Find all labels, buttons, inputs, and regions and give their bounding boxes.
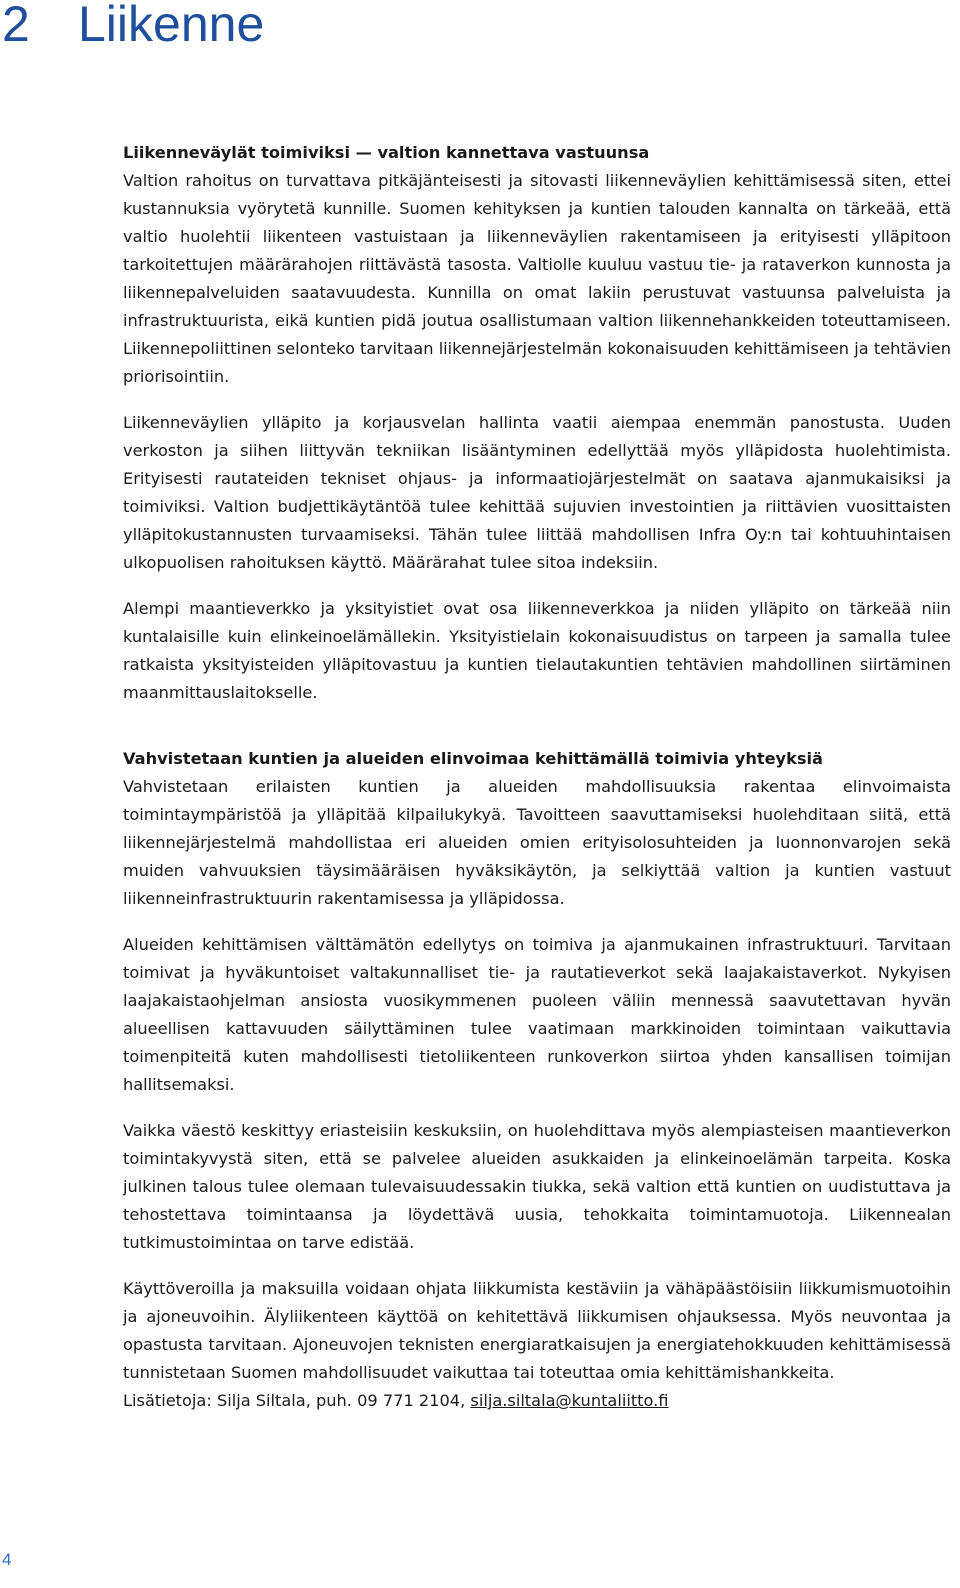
body-paragraph: Alempi maantieverkko ja yksityistiet ovat osa liikenneverkkoa ja niiden ylläpito on tärkeää niin kuntalaisille kuin elinkeinoelämällekin. Yksityistielain kokonaisuudistus on tarpeen ja samalla tulee ratkaista yksityisteiden ylläpitovastuu ja kuntien tielautakuntien tehtävien mahdollinen siirtäminen maanmittauslaitokselle. — [123, 599, 951, 702]
body-paragraph: Alueiden kehittämisen välttämätön edellytys on toimiva ja ajanmukainen infrastruktuuri. Tarvitaan toimivat ja hyväkuntoiset valtakunnalliset tie- ja rautatieverkot sekä laajakaistaverkot. Nykyisen laajakaistaohjelman ansiosta vuosikymmenen puoleen väliin mennessä saavutettavan hyvän alueellisen kattavuuden säilyttäminen tulee vaatimaan markkinoiden toimintaan vaikuttavia toimenpiteitä kuten mahdollisesti tietoliikenteen runkoverkon siirtoa yhden kansallisen toimijan hallitsemaksi. — [123, 935, 951, 1094]
contact-text: Lisätietoja: Silja Siltala, puh. 09 771 2104, — [123, 1391, 471, 1410]
body-paragraph: Valtion rahoitus on turvattava pitkäjänteisesti ja sitovasti liikenneväylien kehittämisessä siten, ettei kustannuksia vyörytetä kunnille. Suomen kehityksen ja kuntien talouden kannalta on tärkeää, että valtio huolehtii liikenteen vastuistaan ja liikenneväylien rakentamiseen ja erityisesti ylläpitoon tarkoitettujen määrärahojen riittävästä tasosta. Valtiolle kuuluu vastuu tie- ja rataverkon kunnosta ja liikennepalveluiden saatavuudesta. Kunnilla on omat lakiin perustuvat vastuunsa palveluista ja infrastruktuurista, eikä kuntien pidä joutua osallistumaan valtion liikennehankkeiden toteuttamiseen. Liikennepoliittinen selonteko tarvitaan liikennejärjestelmän kokonaisuuden kehittämiseen ja tehtävien priorisointiin. — [123, 171, 951, 386]
body-paragraph: Vahvistetaan erilaisten kuntien ja alueiden mahdollisuuksia rakentaa elinvoimaista toimintaympäristöä ja ylläpitää kilpailukykyä. Tavoitteen saavuttamiseksi huolehditaan siitä, että liikennejärjestelmä mahdollistaa eri alueiden omien erityisolosuhteiden ja luonnonvarojen sekä muiden vahvuuksien täysimääräisen hyväksikäytön, ja selkiyttää valtion ja kuntien vastuut liikenneinfrastruktuurin rakentamisessa ja ylläpidossa. — [123, 777, 951, 908]
body-paragraph: Käyttöveroilla ja maksuilla voidaan ohjata liikkumista kestäviin ja vähäpäästöisiin liikkumismuotoihin ja ajoneuvoihin. Älyliikenteen käyttöä on kehitettävä liikkumisen ohjauksessa. Myös neuvontaa ja opastusta tarvitaan. Ajoneuvojen teknisten energiaratkaisujen ja energiatehokkuuden kehittämisessä tunnistetaan Suomen mahdollisuudet vaikuttaa tai toteuttaa omia kehittämishankkeita. — [123, 1279, 951, 1382]
section-heading-elinvoima: Vahvistetaan kuntien ja alueiden elinvoimaa kehittämällä toimivia yhteyksiä — [123, 749, 823, 768]
contact-email-link[interactable]: silja.siltala@kuntaliitto.fi — [470, 1391, 669, 1410]
chapter-title — [2, 0, 264, 54]
body-paragraph: Liikenneväylien ylläpito ja korjausvelan hallinta vaatii aiempaa enemmän panostusta. Uuden verkoston ja siihen liittyvän tekniikan lisääntyminen edellyttää myös ylläpidosta huolehtimista. Erityisesti rautateiden tekniset ohjaus- ja informaatiojärjestelmät on saatava ajanmukaisiksi ja toimiviksi. Valtion budjettikäytäntöä tulee kehittää sujuvien investointien ja riittävien vuosittaisten ylläpitokustannusten turvaamiseksi. Tähän tulee liittää mahdollisen Infra Oy:n tai kohtuuhintaisen ulkopuolisen rahoituksen käyttö. Määrärahat tulee sitoa indeksiin. — [123, 413, 951, 572]
body-paragraph: Vaikka väestö keskittyy eriasteisiin keskuksiin, on huolehdittava myös alempiasteisen maantieverkon toimintakyvystä siten, että se palvelee alueiden asukkaiden ja elinkeinoelämän tarpeita. Koska julkinen talous tulee olemaan tulevaisuudessakin tiukka, sekä valtion että kuntien on uudistuttava ja tehostettava toimintaansa ja löydettävä uusia, tehokkaita toimintamuotoja. Liikennealan tutkimustoimintaa on tarve edistää. — [123, 1121, 951, 1252]
page-number: 4 — [2, 1550, 12, 1569]
document-body — [123, 139, 951, 1415]
contact-info — [123, 1387, 951, 1415]
chapter-title-text: Liikenne — [78, 0, 265, 52]
section-heading-liikennevaylat: Liikenneväylät toimiviksi — valtion kannettava vastuunsa — [123, 143, 650, 162]
chapter-number: 2 — [2, 0, 30, 52]
